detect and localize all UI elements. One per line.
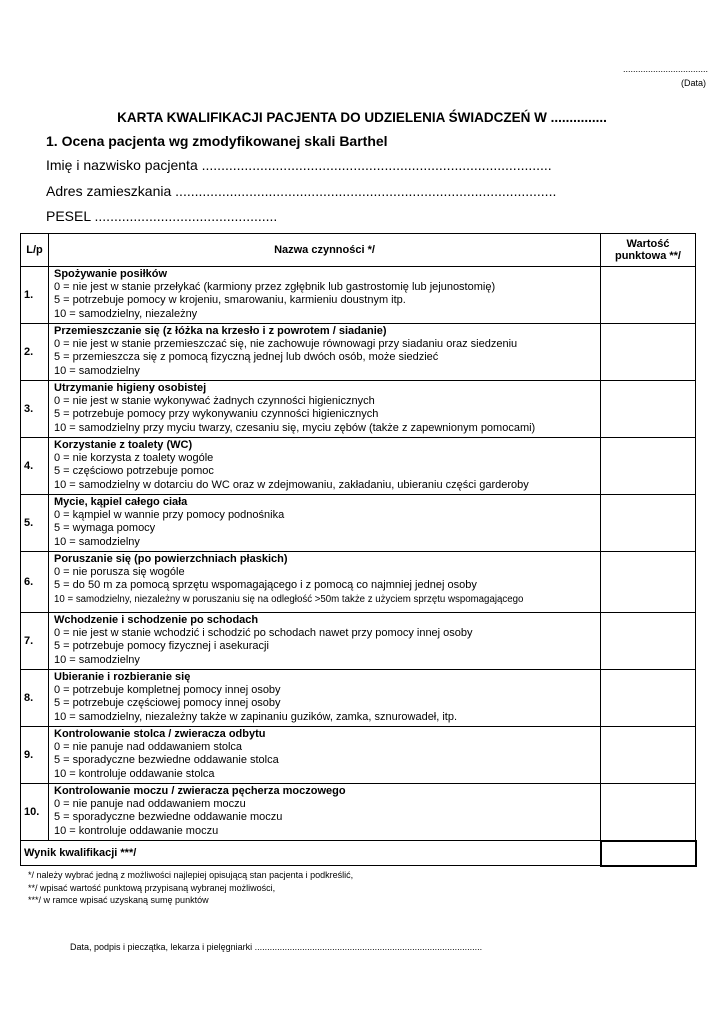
option-10[interactable]: 10 = kontroluje oddawanie stolca [54, 767, 215, 780]
option-10[interactable]: 10 = samodzielny, niezależny [54, 307, 198, 320]
option-10[interactable]: 10 = samodzielny w dotarciu do WC oraz w zdejmowaniu, zakładaniu, ubieraniu części garderoby [54, 478, 529, 491]
point-value-cell[interactable] [601, 495, 696, 552]
table-row [21, 552, 696, 613]
activity-name[interactable]: Spożywanie posiłków [54, 268, 168, 280]
table-row [21, 324, 696, 381]
point-value-cell[interactable] [601, 784, 696, 841]
activity-cell [49, 552, 601, 613]
option-10[interactable]: 10 = samodzielny, niezależny w poruszaniu się na odległość >50m także z użyciem sprzętu wspomagającego [54, 593, 524, 605]
point-value-cell[interactable] [601, 381, 696, 438]
page-title: KARTA KWALIFIKACJI PACJENTA DO UDZIELENIA ŚWIADCZEŃ W ............... [117, 110, 607, 125]
column-header-lp: L/p [21, 234, 49, 267]
row-number: 6. [21, 552, 49, 613]
address-field[interactable]: Adres zamieszkania .................................................................................................. [46, 183, 557, 199]
table-row [21, 267, 696, 324]
table-row [21, 381, 696, 438]
option-0[interactable]: 0 = potrzebuje kompletnej pomocy innej osoby [54, 684, 281, 697]
date-label: (Data) [680, 78, 706, 88]
row-number: 5. [21, 495, 49, 552]
option-10[interactable]: 10 = samodzielny [54, 535, 140, 548]
row-number: 2. [21, 324, 49, 381]
point-value-cell[interactable] [601, 438, 696, 495]
option-5[interactable]: 5 = potrzebuje pomocy przy wykonywaniu czynności higienicznych [54, 408, 379, 421]
option-0[interactable]: 0 = nie jest w stanie wchodzić i schodzić po schodach nawet przy pomocy innej osoby [54, 627, 473, 640]
row-number: 7. [21, 613, 49, 670]
point-value-cell[interactable] [601, 552, 696, 613]
activity-name[interactable]: Korzystanie z toalety (WC) [54, 439, 193, 451]
activity-name[interactable]: Kontrolowanie stolca / zwieracza odbytu [54, 728, 266, 740]
activity-name[interactable]: Mycie, kąpiel całego ciała [54, 496, 188, 508]
row-number: 4. [21, 438, 49, 495]
activity-cell [49, 670, 601, 727]
column-header-value-line2: punktowa **/ [614, 250, 681, 262]
activity-name[interactable]: Poruszanie się (po powierzchniach płaskich) [54, 553, 288, 565]
option-5[interactable]: 5 = sporadyczne bezwiedne oddawanie moczu [54, 811, 283, 824]
activity-cell [49, 267, 601, 324]
pesel-field[interactable]: PESEL ............................................... [46, 208, 278, 224]
point-value-cell[interactable] [601, 613, 696, 670]
signature-line: Data, podpis i pieczątka, lekarza i pielęgniarki ........................................................................................... [70, 942, 483, 952]
option-0[interactable]: 0 = nie jest w stanie przemieszczać się, nie zachowuje równowagi przy siadaniu oraz siedzeniu [54, 338, 518, 351]
option-0[interactable]: 0 = nie panuje nad oddawaniem stolca [54, 741, 243, 754]
activity-cell [49, 495, 601, 552]
activity-name[interactable]: Ubieranie i rozbieranie się [54, 671, 191, 683]
activity-name[interactable]: Utrzymanie higieny osobistej [54, 382, 207, 394]
option-10[interactable]: 10 = samodzielny, niezależny także w zapinaniu guzików, zamka, sznurowadeł, itp. [54, 710, 458, 723]
option-0[interactable]: 0 = nie porusza się wogóle [54, 566, 185, 579]
option-0[interactable]: 0 = nie jest w stanie wykonywać żadnych czynności higienicznych [54, 395, 375, 408]
option-5[interactable]: 5 = potrzebuje częściowej pomocy innej osoby [54, 697, 281, 710]
option-0[interactable]: 0 = nie korzysta z toalety wogóle [54, 452, 214, 465]
footnote-3: ***/ w ramce wpisać uzyskaną sumę punktów [28, 895, 209, 905]
row-number: 1. [21, 267, 49, 324]
result-row [21, 841, 696, 866]
option-5[interactable]: 5 = przemieszcza się z pomocą fizyczną jednej lub dwóch osób, może siedzieć [54, 351, 439, 364]
option-5[interactable]: 5 = wymaga pomocy [54, 522, 156, 535]
table-row [21, 670, 696, 727]
date-line: .................................. [622, 64, 708, 74]
point-value-cell[interactable] [601, 727, 696, 784]
activity-name[interactable]: Przemieszczanie się (z łóżka na krzesło i z powrotem / siadanie) [54, 325, 387, 337]
activity-cell [49, 613, 601, 670]
activity-cell [49, 784, 601, 841]
footnotes [28, 869, 353, 907]
row-number: 10. [21, 784, 49, 841]
footnote-1: */ należy wybrać jedną z możliwości najlepiej opisującą stan pacjenta i podkreślić, [28, 870, 354, 880]
option-5[interactable]: 5 = potrzebuje pomocy fizycznej i asekuracji [54, 640, 269, 653]
point-value-cell[interactable] [601, 324, 696, 381]
result-label: Wynik kwalifikacji ***/ [21, 841, 601, 866]
option-0[interactable]: 0 = nie panuje nad oddawaniem moczu [54, 798, 246, 811]
column-header-value-line1: Wartość [626, 238, 670, 250]
activity-cell [49, 381, 601, 438]
table-header-row [21, 234, 696, 267]
row-number: 8. [21, 670, 49, 727]
table-row [21, 438, 696, 495]
option-5[interactable]: 5 = potrzebuje pomocy w krojeniu, smarowaniu, karmieniu doustnym itp. [54, 294, 406, 307]
option-5[interactable]: 5 = do 50 m za pomocą sprzętu wspomagającego i z pomocą co najmniej jednej osoby [54, 579, 477, 592]
activity-name[interactable]: Kontrolowanie moczu / zwieracza pęcherza moczowego [54, 785, 346, 797]
option-10[interactable]: 10 = samodzielny [54, 364, 140, 377]
footnote-2: **/ wpisać wartość punktową przypisaną wybranej możliwości, [28, 882, 276, 893]
result-value-box[interactable] [601, 841, 696, 866]
row-number: 9. [21, 727, 49, 784]
option-10[interactable]: 10 = samodzielny [54, 653, 140, 666]
section-heading: 1. Ocena pacjenta wg zmodyfikowanej skali Barthel [46, 133, 388, 149]
option-10[interactable]: 10 = samodzielny przy myciu twarzy, czesaniu się, myciu zębów (także z zapewnionym pomocami) [54, 421, 536, 434]
row-number: 3. [21, 381, 49, 438]
table-row [21, 727, 696, 784]
column-header-value [601, 234, 696, 267]
column-header-activity: Nazwa czynności */ [49, 234, 601, 267]
barthel-table [20, 233, 697, 867]
table-row [21, 784, 696, 841]
activity-name[interactable]: Wchodzenie i schodzenie po schodach [54, 614, 259, 626]
patient-name-field[interactable]: Imię i nazwisko pacjenta .......................................................................................... [46, 157, 552, 173]
activity-cell [49, 324, 601, 381]
table-row [21, 613, 696, 670]
activity-cell [49, 727, 601, 784]
option-10[interactable]: 10 = kontroluje oddawanie moczu [54, 824, 219, 837]
point-value-cell[interactable] [601, 267, 696, 324]
option-0[interactable]: 0 = kąmpiel w wannie przy pomocy podnośnika [54, 509, 285, 522]
option-5[interactable]: 5 = częściowo potrzebuje pomoc [54, 465, 214, 478]
option-0[interactable]: 0 = nie jest w stanie przełykać (karmiony przez zgłębnik lub gastrostomię lub jejunostomię) [54, 281, 496, 294]
option-5[interactable]: 5 = sporadyczne bezwiedne oddawanie stolca [54, 754, 279, 767]
point-value-cell[interactable] [601, 670, 696, 727]
activity-cell [49, 438, 601, 495]
table-row [21, 495, 696, 552]
